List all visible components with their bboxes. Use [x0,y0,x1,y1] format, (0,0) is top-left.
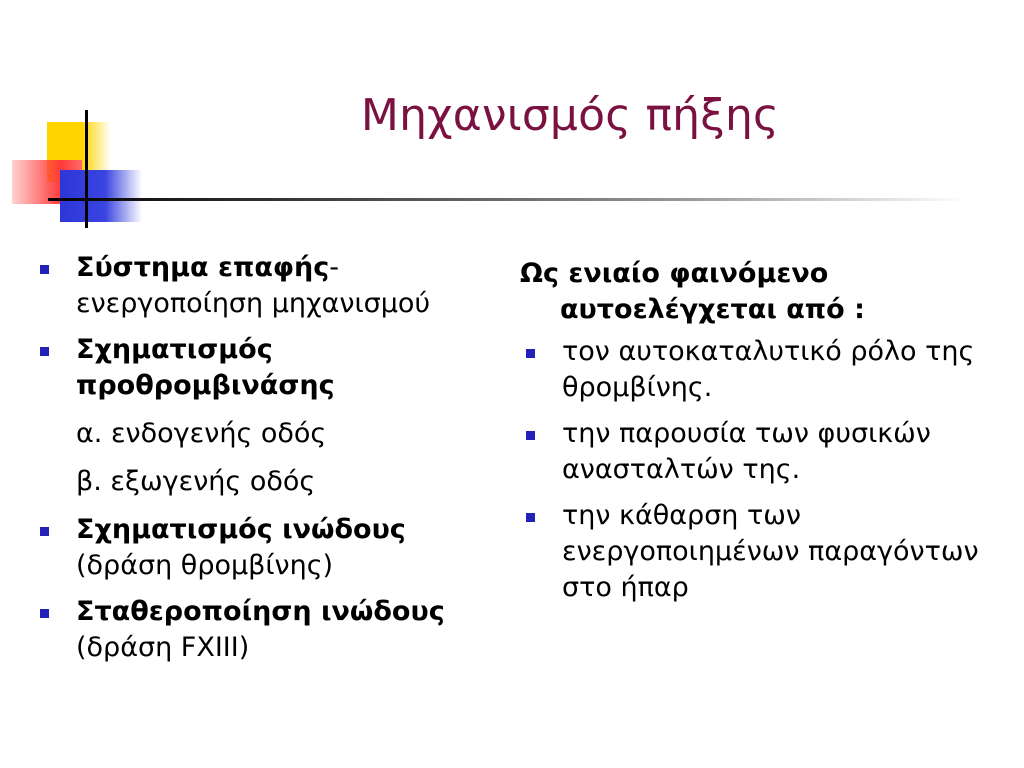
slide-title: Μηχανισμός πήξης [360,90,780,141]
right-bullet-list [520,334,1000,606]
list-item-extrinsic-pathway [34,464,504,500]
left-bullet-list [34,250,504,666]
list-item-inhibitors: την παρουσία των φυσικών ανασταλτών της. [520,416,1000,488]
right-heading-line1: Ως ενιαίο φαινόμενο [520,258,829,289]
right-column [520,256,1000,616]
decorative-logo [0,0,160,240]
list-item-bold: Σύστημα επαφής [76,252,330,283]
list-item-text: (δράση FXIII) [76,632,250,663]
list-item-autocatalytic: τον αυτοκαταλυτικό ρόλο της θρομβίνης. [520,334,1000,406]
list-item-fibrin-stabilization [34,594,504,666]
list-item-text: (δράση θρομβίνης) [76,550,334,581]
list-item-text: β. εξωγενής οδός [76,466,316,497]
vertical-divider-line [85,110,88,228]
list-item-bold: Σχηματισμός ινώδους [76,514,406,545]
blue-square-decoration [60,170,142,222]
list-item-prothrombinase [34,332,504,404]
title-underline [48,198,968,201]
list-item-bold: Σχηματισμός προθρομβινάσης [76,334,335,401]
list-item-bold: Σταθεροποίηση ινώδους [76,596,445,627]
list-item-text: α. ενδογενής οδός [76,418,327,449]
right-heading-line2: αυτοελέγχεται από : [560,294,865,325]
list-item-intrinsic-pathway [34,416,504,452]
list-item-text: - ενεργοποίηση μηχανισμού [76,252,431,319]
list-item-contact-system [34,250,504,322]
list-item-liver-clearance: την κάθαρση των ενεργοποιημένων παραγόντων στο ήπαρ [520,498,1000,606]
list-item-fibrin-formation [34,512,504,584]
right-heading [520,256,1000,328]
